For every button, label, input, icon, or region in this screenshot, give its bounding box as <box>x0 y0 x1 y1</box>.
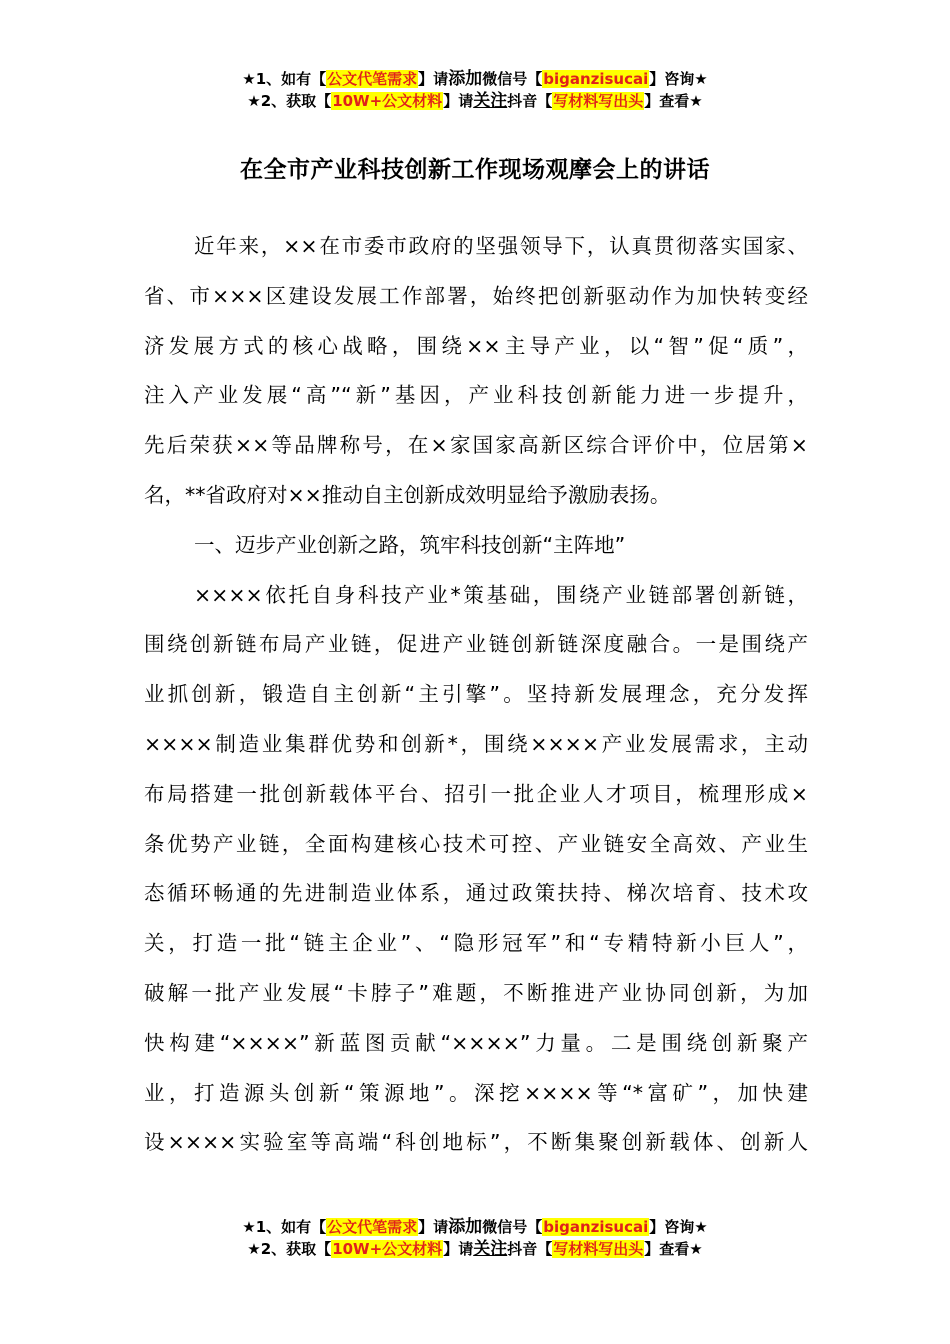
body-line: ××××依托自身科技产业*策基础，围绕产业链部署创新链， <box>194 582 808 607</box>
body-line: 注入产业发展“高”“新”基因，产业科技创新能力进一步提升， <box>144 383 808 408</box>
highlight-service: 公文代笔需求 <box>327 1218 418 1236</box>
notice-text: 】请 <box>443 1240 474 1258</box>
body-line: 围绕创新链布局产业链，促进产业链创新链深度融合。一是围绕产 <box>144 632 808 657</box>
notice-text: 2、获取【 <box>260 1240 332 1258</box>
body-line: 业抓创新，锻造自主创新“主引擎”。坚持新发展理念，充分发挥 <box>144 682 808 707</box>
star-icon: ★ <box>247 92 261 110</box>
highlight-wechat-id: biganzisucai <box>543 1218 649 1236</box>
notice-text: 】请 <box>418 70 449 88</box>
notice-text: 】请 <box>418 1218 449 1236</box>
star-icon: ★ <box>247 1240 261 1258</box>
notice-text: 】咨询★ <box>649 70 708 88</box>
document-body <box>144 222 808 1168</box>
notice-text: 1、如有【 <box>255 70 327 88</box>
notice-line-1 <box>0 1216 950 1238</box>
body-line: 设××××实验室等高端“科创地标”，不断集聚创新载体、创新人 <box>144 1130 808 1155</box>
notice-text: 抖音【 <box>507 92 553 110</box>
notice-text: 】查看★ <box>644 92 703 110</box>
body-line: 先后荣获××等品牌称号，在×家国家高新区综合评价中，位居第× <box>144 433 808 458</box>
notice-emphasis: 关注 <box>473 1239 508 1259</box>
section-heading: 一、迈步产业创新之路，筑牢科技创新“主阵地” <box>194 532 626 557</box>
header-notice <box>0 68 950 112</box>
body-line: 态循环畅通的先进制造业体系，通过政策扶持、梯次培育、技术攻 <box>144 881 808 906</box>
body-line: 业，打造源头创新“策源地”。深挖××××等“*富矿”，加快建 <box>144 1080 808 1105</box>
body-line: 近年来，××在市委市政府的坚强领导下，认真贯彻落实国家、 <box>194 234 808 258</box>
notice-text: 微信号【 <box>482 1218 543 1236</box>
highlight-materials: 10W+公文材料 <box>332 92 443 110</box>
body-line: 省、市×××区建设发展工作部署，始终把创新驱动作为加快转变经 <box>144 283 808 308</box>
body-line: ××××制造业集群优势和创新*，围绕××××产业发展需求，主动 <box>144 731 808 756</box>
body-line: 济发展方式的核心战略，围绕××主导产业，以“智”促“质”， <box>144 333 808 358</box>
body-line: 名，**省政府对××推动自主创新成效明显给予激励表扬。 <box>144 482 671 507</box>
notice-text: 】咨询★ <box>649 1218 708 1236</box>
notice-text: 抖音【 <box>507 1240 553 1258</box>
body-line: 破解一批产业发展“卡脖子”难题，不断推进产业协同创新，为加 <box>144 980 808 1005</box>
star-icon: ★ <box>242 70 256 88</box>
notice-line-1 <box>0 68 950 90</box>
body-line: 关，打造一批“链主企业”、“隐形冠军”和“专精特新小巨人”， <box>144 931 808 956</box>
highlight-douyin-id: 写材料写出头 <box>553 92 644 110</box>
notice-emphasis: 关注 <box>473 91 508 111</box>
notice-emphasis: 添加 <box>448 69 483 89</box>
notice-text: 】查看★ <box>644 1240 703 1258</box>
highlight-materials: 10W+公文材料 <box>332 1240 443 1258</box>
notice-text: 2、获取【 <box>260 92 332 110</box>
highlight-douyin-id: 写材料写出头 <box>553 1240 644 1258</box>
star-icon: ★ <box>242 1218 256 1236</box>
body-line: 快构建“××××”新蓝图贡献“××××”力量。二是围绕创新聚产 <box>144 1030 808 1055</box>
footer-notice <box>0 1216 950 1260</box>
notice-text: 】请 <box>443 92 474 110</box>
notice-line-2 <box>0 90 950 112</box>
highlight-wechat-id: biganzisucai <box>543 70 649 88</box>
body-line: 条优势产业链，全面构建核心技术可控、产业链安全高效、产业生 <box>144 831 808 856</box>
highlight-service: 公文代笔需求 <box>327 70 418 88</box>
body-line: 布局搭建一批创新载体平台、招引一批企业人才项目，梳理形成× <box>144 781 808 806</box>
notice-emphasis: 添加 <box>448 1217 483 1237</box>
document-title: 在全市产业科技创新工作现场观摩会上的讲话 <box>240 157 710 183</box>
notice-text: 1、如有【 <box>255 1218 327 1236</box>
notice-text: 微信号【 <box>482 70 543 88</box>
notice-line-2 <box>0 1238 950 1260</box>
